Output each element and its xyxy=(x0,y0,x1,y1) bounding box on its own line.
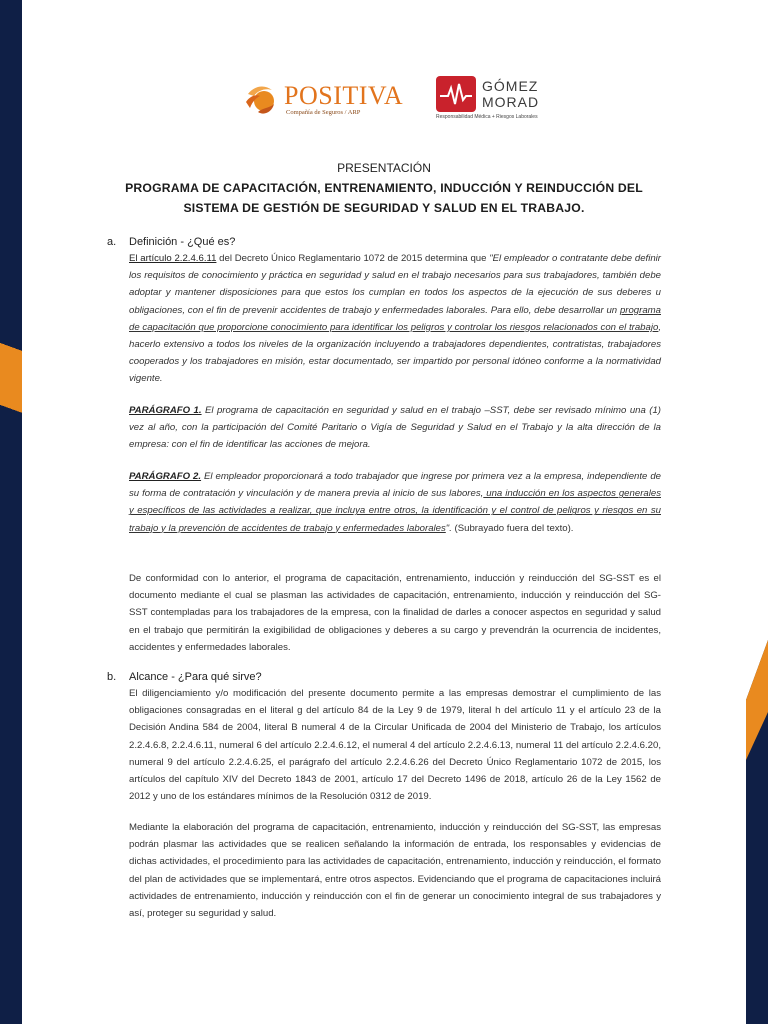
paragrafo-2-underlined: una inducción en los aspectos generales y específicos de las actividades a realizar, que incluya entre otros, la identificación y el control de peligros y riesgos en su trabajo y la prevención de accidentes de trabajo y enfermedades laborales xyxy=(129,488,661,534)
paragrafo-1-label: PARÁGRAFO 1. xyxy=(129,405,202,416)
section-b-paragraph-1: El diligenciamiento y/o modificación del presente documento permite a las empresas demostrar el cumplimiento de las obligaciones consagradas en el literal g del artículo 84 de la Ley 9 de 1979, literal h del artículo 11 y el artículo 23 de la Decisión Andina 584 de 2004, literal B numeral 4 de la Circular Unificada de 2004 del Ministerio de Trabajo, los artículos 2.2.4.6.8, 2.2.4.6.11, numeral 6 del artículo 2.2.4.6.12, el numeral 4 del artículo 2.2.4.6.13, numeral 11 del artículo 2.2.4.6.20, numeral 9 del artículo 2.2.4.6.25, el parágrafo del artículo 2.2.4.6.26 del Decreto Único Reglamentario 1072 de 2015, los artículos del capítulo XIV del Decreto 1843 de 2001, artículo 17 del Decreto 1496 de 2018, artículo 26 de la Ley 1562 de 2012 y uno de los estándares mínimos de la Resolución 0312 de 2019. xyxy=(129,688,661,803)
paragraph-text: del Decreto Único Reglamentario 1072 de 2015 determina que xyxy=(216,253,490,264)
section-b-letter: b. xyxy=(107,671,117,683)
presentation-label: PRESENTACIÓN xyxy=(337,161,431,175)
positiva-tagline: Compañía de Seguros / ARP xyxy=(286,108,361,116)
article-reference: El artículo 2.2.4.6.11 xyxy=(129,253,217,264)
section-a-paragrafo-1 xyxy=(129,402,661,454)
section-a-paragrafo-2 xyxy=(129,468,661,537)
morad-word: MORAD xyxy=(482,94,540,110)
gomez-tagline: Responsabilidad Médica + Riesgos Laborales xyxy=(436,114,538,120)
section-a-heading: Definición - ¿Qué es? xyxy=(129,236,236,248)
underlined-quote: programa de capacitación que proporcione conocimiento para identificar los peligros y controlar los riesgos relacionados con el trabajo xyxy=(129,304,661,333)
left-border-orange-stripe xyxy=(0,0,22,1024)
positiva-logo xyxy=(244,82,403,116)
quote-text: "El empleador o contratante debe definir los requisitos de conocimiento y práctica en seguridad y salud en el trabajo necesarios para sus trabajadores, también debe adoptar y mantener disposiciones para que estos los cumplan en todos los aspectos de la ejecución de sus deberes u obligaciones, con el fin de prevenir accidentes de trabajo y enfermedades laborales. Para ello, debe desarrollar un xyxy=(129,253,661,316)
paragrafo-2-end: ". xyxy=(445,522,452,534)
section-a-paragraph-1 xyxy=(129,250,661,388)
paragrafo-1-text: El programa de capacitación en seguridad y salud en el trabajo –SST, debe ser revisado mínimo una (1) vez al año, con la participación del Comité Paritario o Vigía de Seguridad y Salud en el Trabajo y la alta dirección de la empresa: con el fin de identificar las acciones de mejora. xyxy=(129,405,661,451)
document-title: PROGRAMA DE CAPACITACIÓN, ENTRENAMIENTO, INDUCCIÓN Y REINDUCCIÓN DEL SISTEMA DE GESTIÓN DE SEGURIDAD Y SALUD EN EL TRABAJO. xyxy=(125,181,643,215)
section-b-heading: Alcance - ¿Para qué sirve? xyxy=(129,671,262,683)
positiva-sun-icon xyxy=(244,82,278,116)
gomez-word: GÓMEZ xyxy=(482,78,539,94)
paragrafo-2-note: (Subrayado fuera del texto). xyxy=(451,522,574,534)
section-a-letter: a. xyxy=(107,236,117,248)
positiva-wordmark: POSITIVA xyxy=(284,80,404,110)
paragrafo-2-text: El empleador proporcionará a todo trabajador que ingrese por primera vez a la empresa, independiente de su forma de contratación y vinculación y de manera previa al inicio de sus labores, xyxy=(129,471,661,500)
section-a-paragraph-4: De conformidad con lo anterior, el programa de capacitación, entrenamiento, inducción y reinducción del SG-SST es el documento mediante el cual se plasman las actividades de capacitación, entrenamiento, inducción y reinducción del SG-SST contempladas para los trabajadores de la empresa, con la finalidad de darles a conocer aspectos en seguridad y salud en el trabajo que permitirán la exigibilidad de obligaciones y deberes a su cargo y prevendrán la ocurrencia de incidentes, accidentes y enfermedades laborales. xyxy=(129,573,661,653)
quote-text-end: , hacerlo extensivo a todos los niveles de la organización incluyendo a trabajadores dependientes, contratistas, trabajadores cooperados y los trabajadores en misión, estar documentado, ser impartido por personal idóneo conforme a la normatividad vigente. xyxy=(129,321,661,385)
section-b-paragraph-2: Mediante la elaboración del programa de capacitación, entrenamiento, inducción y reinducción del SG-SST, las empresas podrán plasmar las actividades que se realicen señalando la información de entrada, los responsables y evidencias de dichas actividades, el procedimiento para las actividades de capacitación, entrenamiento, inducción y reinducción, el formato del plan de actividades que se implementará, entre otros aspectos. Evidenciando que el programa de capacitaciones incluirá actividades de entrenamiento, inducción y reinducción con el fin de generar un conocimiento integral de sus trabajadores y así, proteger su seguridad y salud. xyxy=(129,822,661,920)
paragrafo-2-label: PARÁGRAFO 2. xyxy=(129,471,202,482)
gomez-morad-logo xyxy=(436,76,540,120)
heartbeat-icon xyxy=(436,76,476,112)
right-border-navy xyxy=(746,0,768,1024)
